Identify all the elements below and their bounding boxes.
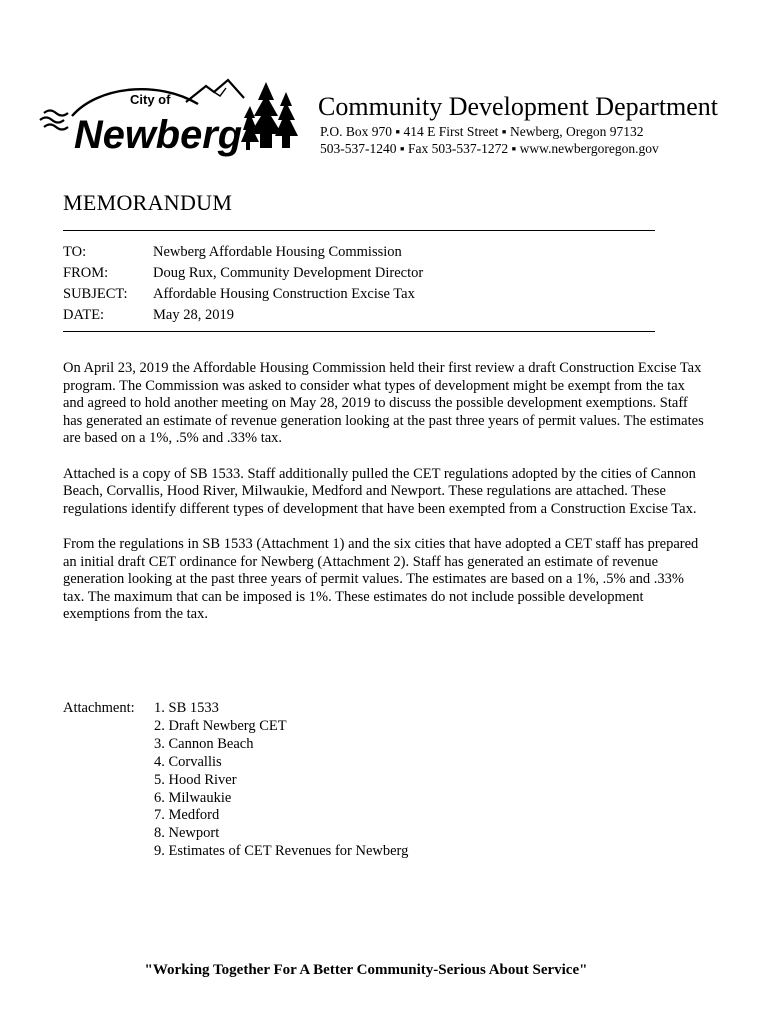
memo-body bbox=[63, 360, 708, 642]
attachment-item: 1. SB 1533 bbox=[154, 700, 219, 716]
attachment-item: 6. Milwaukie bbox=[154, 789, 232, 806]
attachment-item: 9. Estimates of CET Revenues for Newberg bbox=[154, 843, 409, 860]
attachments-label: Attachment: bbox=[63, 700, 135, 716]
header-label: TO: bbox=[63, 244, 87, 260]
header-divider-bottom bbox=[63, 331, 655, 332]
memo-header-to bbox=[63, 242, 423, 263]
body-paragraph: On April 23, 2019 the Affordable Housing Commission held their first review a draft Construction Excise Tax program. The Commission was asked to consider what types of development might be exempt from the tax and agreed to hold another meeting on May 28, 2019 to discuss the possible development exemptions. Staff has generated an estimate of revenue generation looking at the past three years of permit values. The estimates are based on a 1%, .5% and .33% tax. bbox=[63, 360, 704, 447]
river-wave-icon bbox=[44, 111, 68, 116]
memo-header bbox=[63, 242, 423, 326]
memo-header-from bbox=[63, 263, 423, 284]
header-value: Affordable Housing Construction Excise Tax bbox=[153, 286, 415, 302]
river-wave-icon bbox=[40, 118, 64, 123]
memo-header-subject bbox=[63, 284, 423, 305]
logo-small-text: City of bbox=[130, 92, 171, 107]
memo-header-date bbox=[63, 305, 423, 326]
department-contact: 503-537-1240 ▪ Fax 503-537-1272 ▪ www.newbergoregon.gov bbox=[320, 141, 659, 156]
river-wave-icon bbox=[44, 125, 68, 130]
header-label: FROM: bbox=[63, 265, 109, 281]
city-of-newberg-logo bbox=[38, 76, 300, 160]
attachments-list bbox=[154, 700, 408, 861]
header-label: DATE: bbox=[63, 307, 105, 323]
department-address: P.O. Box 970 ▪ 414 E First Street ▪ Newberg, Oregon 97132 bbox=[320, 124, 644, 139]
attachment-item: 3. Cannon Beach bbox=[154, 735, 254, 752]
attachment-item: 7. Medford bbox=[154, 807, 220, 824]
mountain-icon bbox=[186, 80, 244, 102]
body-paragraph: From the regulations in SB 1533 (Attachment 1) and the six cities that have adopted a CET staff has prepared an initial draft CET ordinance for Newberg (Attachment 2). Staff has generated an estimate of revenue generation looking at the past three years of permit values. The estimates are based on a 1%, .5% and .33% tax. The maximum that can be imposed is 1%. These estimates do not include possible development exemptions from the tax. bbox=[63, 535, 699, 623]
attachment-item: 8. Newport bbox=[154, 825, 220, 842]
header-label: SUBJECT: bbox=[63, 286, 128, 302]
header-value: May 28, 2019 bbox=[153, 307, 234, 323]
header-value: Newberg Affordable Housing Commission bbox=[153, 244, 402, 260]
memo-title: MEMORANDUM bbox=[63, 190, 233, 215]
body-paragraph: Attached is a copy of SB 1533. Staff additionally pulled the CET regulations adopted by the cities of Cannon Beach, Corvallis, Hood River, Milwaukie, Medford and Newport. These regulations are attached. These regulations identify different types of development that have been exempted from a Construction Excise Tax. bbox=[63, 465, 697, 517]
pine-tree-icon bbox=[275, 92, 298, 148]
header-divider-top bbox=[63, 230, 655, 231]
header-value: Doug Rux, Community Development Director bbox=[153, 265, 424, 281]
attachment-item: 5. Hood River bbox=[154, 771, 237, 788]
attachments-section bbox=[63, 700, 408, 861]
department-title: Community Development Department bbox=[318, 92, 719, 121]
footer-slogan: "Working Together For A Better Community-Serious About Service" bbox=[144, 962, 588, 978]
attachment-item: 4. Corvallis bbox=[154, 753, 222, 770]
logo-big-text: Newberg bbox=[74, 113, 242, 157]
attachment-item: 2. Draft Newberg CET bbox=[154, 717, 287, 734]
